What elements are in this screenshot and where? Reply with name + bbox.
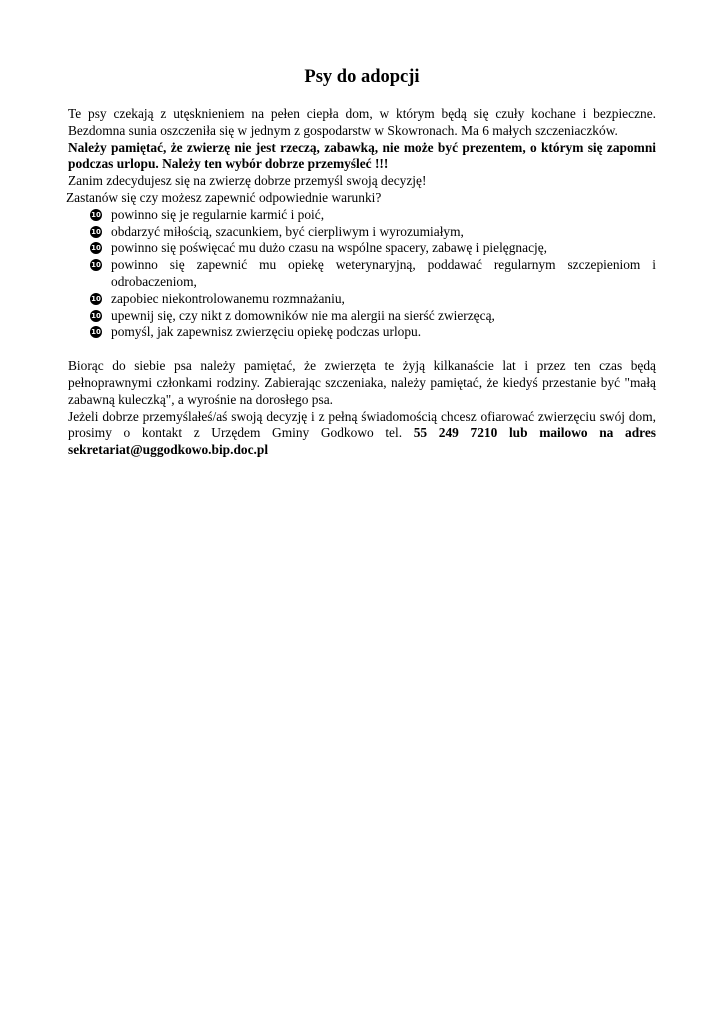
numbered-bullet-icon: 10 [91, 227, 101, 236]
list-item [68, 224, 656, 241]
warning-paragraph: Należy pamiętać, że zwierzę nie jest rzeczą, zabawką, nie może być prezentem, o którym się zapomni podczas urlopu. Należy ten wybór dobrze przemyśleć !!! [68, 139, 656, 172]
list-item-text: powinno się zapewnić mu opiekę weterynaryjną, poddawać regularnym szczepieniom i odrobaczeniom, [111, 257, 656, 289]
numbered-bullet-icon: 10 [91, 328, 101, 337]
closing-paragraph: Biorąc do siebie psa należy pamiętać, że zwierzęta te żyją kilkanaście lat i przez ten czas będą pełnoprawnymi członkami rodziny. Zabierając szczeniaka, należy pamiętać, że kiedyś przestanie być "małą zabawną kuleczką", a wyrośnie na dorosłego psa. [68, 358, 656, 407]
decide-line: Zanim zdecydujesz się na zwierzę dobrze przemyśl swoją decyzję! [68, 173, 427, 189]
list-item-text: pomyśl, jak zapewnisz zwierzęciu opiekę podczas urlopu. [111, 324, 422, 340]
list-item [68, 257, 656, 291]
question-line: Zastanów się czy możesz zapewnić odpowiednie warunki? [66, 189, 382, 205]
numbered-bullet-icon: 10 [91, 210, 101, 219]
conditions-list [68, 207, 656, 341]
list-item-text: powinno się poświęcać mu dużo czasu na wspólne spacery, zabawę i pielęgnację, [111, 240, 548, 256]
document-page [68, 66, 656, 459]
contact-paragraph [68, 409, 656, 459]
page-title: Psy do adopcji [304, 67, 420, 87]
list-item [68, 240, 656, 257]
numbered-bullet-icon: 10 [91, 244, 101, 253]
list-item-text: zapobiec niekontrolowanemu rozmnażaniu, [111, 290, 345, 306]
list-item [68, 207, 656, 224]
contact-details: 55 249 7210 lub mailowo na adres sekretariat@uggodkowo.bip.doc.pl [68, 425, 657, 458]
numbered-bullet-icon: 10 [91, 261, 101, 270]
list-item-text: powinno się je regularnie karmić i poić, [111, 206, 325, 222]
numbered-bullet-icon: 10 [91, 311, 101, 320]
list-item [68, 308, 656, 325]
paragraph-spacer [68, 341, 656, 358]
intro-paragraph: Te psy czekają z utęsknieniem na pełen ciepła dom, w którym będą się czuły kochane i bezpieczne. Bezdomna sunia oszczeniła się w jednym z gospodarstw w Skowronach. Ma 6 małych szczeniaczków. [68, 106, 656, 138]
list-item [68, 324, 656, 341]
list-item-text: obdarzyć miłością, szacunkiem, być cierpliwym i wyrozumiałym, [111, 223, 464, 239]
list-item-text: upewnij się, czy nikt z domowników nie ma alergii na sierść zwierzęcą, [111, 307, 495, 323]
contact-text: Jeżeli dobrze przemyślałeś/aś swoją decyzję i z pełną świadomością chcesz ofiarować zwierzęciu swój dom, prosimy o kontakt z Urzędem Gminy Godkowo tel. [68, 408, 656, 441]
list-item [68, 291, 656, 308]
numbered-bullet-icon: 10 [91, 294, 101, 303]
